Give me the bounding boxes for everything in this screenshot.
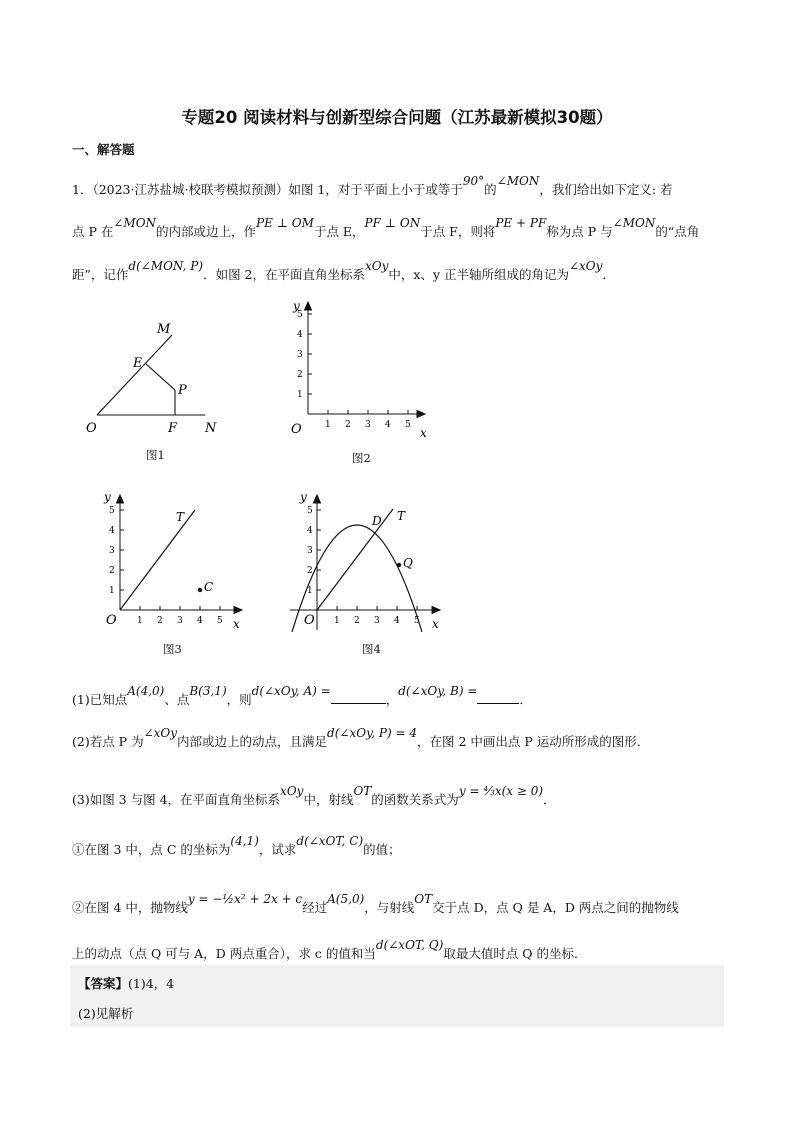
svg-text:1: 1 (334, 616, 340, 626)
label-o: O (86, 421, 97, 436)
figure-2-caption: 图2 (352, 451, 371, 465)
svg-text:1: 1 (109, 586, 115, 596)
svg-text:5: 5 (217, 616, 223, 626)
math-90deg: 90° (462, 174, 485, 188)
answer-1: 【答案】(1)4，4 (78, 976, 175, 991)
label-e: E (133, 356, 143, 371)
figure-4-caption: 图4 (362, 642, 381, 656)
svg-text:x: x (420, 426, 427, 440)
problem-line-3: 距”，记作d(∠MON, P)．如图 2，在平面直角坐标系xOy中，x、y 正半轴所组成的角记为∠xOy． (72, 259, 615, 282)
svg-text:1: 1 (307, 586, 313, 596)
answer-blank-a[interactable] (331, 690, 386, 704)
answer-2: (2)见解析 (78, 1006, 134, 1021)
question-3-1: ①在图 3 中，点 C 的坐标为(4,1)，试求d(∠xOT, C)的值； (72, 834, 401, 857)
svg-text:T: T (176, 510, 185, 524)
question-2: (2)若点 P 为∠xOy内部或边上的动点，且满足d(∠xOy, P) = 4，在图 2 中画出点 P 运动所形成的图形． (72, 726, 650, 749)
svg-text:5: 5 (405, 420, 411, 430)
svg-text:2: 2 (345, 420, 351, 430)
svg-text:1: 1 (137, 616, 143, 626)
svg-text:2: 2 (157, 616, 163, 626)
label-m: M (157, 322, 171, 337)
svg-text:4: 4 (109, 526, 115, 536)
svg-text:C: C (204, 580, 214, 594)
question-3-2: ②在图 4 中，抛物线y = −½x² + 2x + c经过A(5,0)，与射线OT交于点 D，点 Q 是 A，D 两点之间的抛物线 (72, 892, 679, 915)
answer-label: 【答案】 (78, 976, 129, 991)
figure-4 (280, 487, 445, 637)
label-p: P (178, 383, 187, 398)
label-f: F (168, 421, 178, 436)
svg-text:3: 3 (365, 420, 371, 430)
svg-text:x: x (233, 617, 240, 631)
svg-text:3: 3 (307, 546, 313, 556)
svg-text:4: 4 (394, 616, 400, 626)
svg-text:5: 5 (109, 506, 115, 516)
figure-3 (100, 487, 260, 637)
svg-text:4: 4 (307, 526, 313, 536)
question-3-2-line-2: 上的动点（点 Q 可与 A，D 两点重合），求 c 的值和当d(∠xOT, Q)取最大值时点 Q 的坐标． (72, 938, 587, 961)
svg-text:3: 3 (109, 546, 115, 556)
question-3: (3)如图 3 与图 4，在平面直角坐标系xOy中，射线OT的函数关系式为y = ⁴⁄₃x(x ≥ 0)． (72, 784, 556, 807)
svg-text:O: O (291, 422, 302, 437)
svg-text:O: O (106, 613, 117, 628)
svg-text:y: y (300, 490, 307, 504)
svg-text:3: 3 (177, 616, 183, 626)
svg-text:D: D (372, 514, 382, 528)
svg-text:Q: Q (403, 556, 413, 570)
problem-line-1: 1．（2023·江苏盐城·校联考模拟预测）如图 1，对于平面上小于或等于90°的∠MON，我们给出如下定义: 若 (72, 174, 673, 197)
label-n: N (205, 421, 217, 436)
page-title: 专题20 阅读材料与创新型综合问题（江苏最新模拟30题） (181, 108, 613, 127)
question-1: (1)已知点A(4,0)、点B(3,1)，则d(∠xOy, A) =，d(∠xOy, B) =． (72, 684, 532, 707)
problem-line-2: 点 P 在∠MON的内部或边上，作PE ⊥ OM于点 E，PF ⊥ ON于点 F，则将PE + PF称为点 P 与∠MON的“点角 (72, 216, 700, 239)
svg-text:4: 4 (197, 616, 203, 626)
svg-text:5: 5 (414, 616, 420, 626)
svg-text:3: 3 (374, 616, 380, 626)
svg-text:1: 1 (297, 390, 303, 400)
svg-text:2: 2 (307, 566, 313, 576)
figure-1 (80, 315, 230, 440)
svg-text:4: 4 (385, 420, 391, 430)
svg-text:y: y (104, 490, 111, 504)
svg-text:5: 5 (307, 506, 313, 516)
svg-text:2: 2 (354, 616, 360, 626)
section-heading: 一、解答题 (72, 142, 135, 157)
segment-pe (146, 364, 175, 390)
figure-2 (283, 296, 443, 446)
math-angle-mon: ∠MON (496, 174, 540, 188)
figure-3-caption: 图3 (163, 642, 182, 656)
svg-text:2: 2 (109, 566, 115, 576)
ray-om (97, 335, 172, 415)
svg-text:1: 1 (325, 420, 331, 430)
svg-text:5: 5 (297, 310, 303, 320)
svg-text:3: 3 (297, 350, 303, 360)
ray-ot (120, 510, 195, 610)
svg-text:T: T (397, 509, 406, 523)
answer-blank-b[interactable] (477, 690, 519, 704)
svg-text:4: 4 (297, 330, 303, 340)
point-q (397, 563, 401, 567)
svg-text:O: O (304, 613, 315, 628)
svg-text:2: 2 (297, 370, 303, 380)
point-c (198, 588, 202, 592)
svg-text:x: x (432, 617, 439, 631)
svg-text:y: y (293, 299, 300, 313)
figure-1-caption: 图1 (146, 448, 165, 462)
